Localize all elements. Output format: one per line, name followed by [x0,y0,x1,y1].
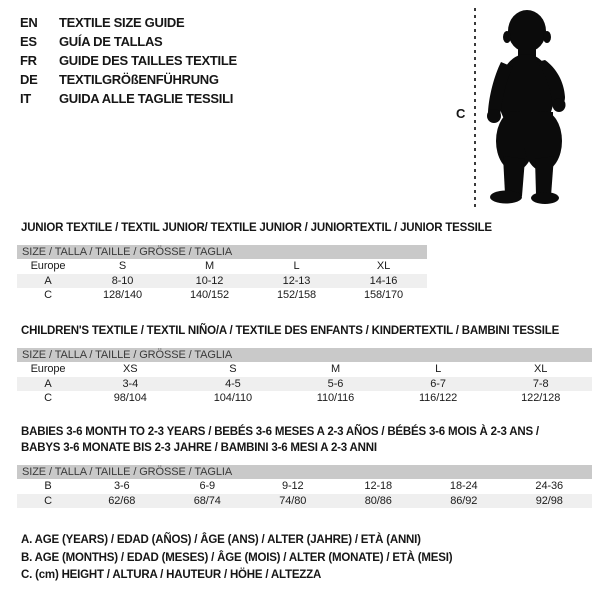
cell-value: 92/98 [535,494,563,507]
cell-value: 6-7 [430,377,446,390]
cell-value: 8-10 [111,274,134,287]
cell-value: M [204,260,215,273]
footnote-a: A. AGE (YEARS) / EDAD (AÑOS) / ÂGE (ANS) / ALTER (JAHRE) / ETÀ (ANNI) [21,534,421,546]
table-header-bar: SIZE / TALLA / TAILLE / GRÖSSE / TAGLIA [17,245,427,259]
cell-value: 68/74 [193,494,221,507]
row-label: Europe [30,363,66,376]
row-label: B [44,480,52,493]
table-row-c [17,288,427,303]
row-label: A [44,377,52,390]
table-row-a [17,377,592,392]
cell-value: XL [376,260,391,273]
height-measure-label: C [456,106,466,121]
section-title [21,220,492,236]
language-title: TEXTILGRÖßENFÜHRUNG [59,72,219,87]
cell-value: 152/158 [276,289,317,302]
language-code: DE [20,72,38,87]
cell-value: XS [123,363,138,376]
size-section-children [17,323,592,406]
cell-value: 98/104 [113,392,147,405]
cell-value: 18-24 [449,480,478,493]
cell-value: 158/170 [363,289,404,302]
cell-value: 6-9 [199,480,216,493]
row-label: C [44,392,52,405]
language-title: GUIDA ALLE TAGLIE TESSILI [59,91,234,106]
row-label: Europe [30,260,66,273]
row-label: A [44,274,52,287]
section-title-line: JUNIOR TEXTILE / TEXTIL JUNIOR/ TEXTILE JUNIOR / JUNIORTEXTIL / JUNIOR TESSILE [21,222,492,234]
table-row-a [17,274,427,289]
footnote-b: B. AGE (MONTHS) / EDAD (MESES) / ÂGE (MOIS) / ALTER (MONATE) / ETÀ (MESI) [21,551,453,564]
cell-value: 122/128 [521,392,561,405]
cell-value: 5-6 [327,377,344,390]
section-title-line: BABYS 3-6 MONATE BIS 2-3 JAHRE / BAMBINI 3-6 MESI A 2-3 ANNI [21,442,377,454]
table-row-b [17,479,592,494]
size-table-babies [17,479,592,508]
language-list [20,13,237,108]
cell-value: 140/152 [189,289,230,302]
language-row-es [20,32,237,51]
cell-value: 7-8 [532,377,549,390]
language-code: EN [20,15,38,30]
section-title-line: CHILDREN'S TEXTILE / TEXTIL NIÑO/A / TEXTILE DES ENFANTS / KINDERTEXTIL / BAMBINI TESSILE [21,325,560,337]
cell-value: L [293,260,300,273]
cell-value: 128/140 [102,289,143,302]
language-row-it [20,89,237,108]
cell-value: 10-12 [195,274,224,287]
cell-value: 3-6 [113,480,130,493]
language-title: GUÍA DE TALLAS [59,34,163,49]
row-label: C [44,289,52,302]
table-row-c [17,494,592,509]
cell-value: S [229,363,237,376]
section-title [21,323,592,339]
cell-value: L [435,363,442,376]
table-header-bar: SIZE / TALLA / TAILLE / GRÖSSE / TAGLIA [17,348,592,362]
cell-value: 12-13 [282,274,311,287]
row-label: C [44,494,52,507]
cell-value: 12-18 [364,480,393,493]
size-section-junior [17,220,492,303]
cell-value: 86/92 [450,494,478,507]
cell-value: M [330,363,341,376]
cell-value: 74/80 [279,494,307,507]
section-title [21,424,592,456]
size-table-children [17,362,592,406]
table-row-c [17,391,592,406]
size-table-junior [17,259,427,303]
language-code: ES [20,34,37,49]
cell-value: 110/116 [316,392,355,405]
section-title-line: BABIES 3-6 MONTH TO 2-3 YEARS / BEBÉS 3-6 MESES A 2-3 AÑOS / BÉBÉS 3-6 MOIS À 2-3 ANS / [21,426,539,438]
cell-value: 4-5 [225,377,241,390]
cell-value: 9-12 [281,480,304,493]
cell-value: 24-36 [535,480,564,493]
cell-value: 80/86 [364,494,392,507]
language-code: FR [20,53,37,68]
cell-value: 3-4 [122,377,139,390]
size-section-babies [17,424,592,508]
baby-silhouette-icon [485,6,575,206]
height-dashed-line [474,8,476,207]
language-title: GUIDE DES TAILLES TEXTILE [59,53,237,68]
cell-value: S [118,260,127,273]
table-row-europe [17,259,427,274]
cell-value: 116/122 [418,392,458,405]
baby-figure-block [455,5,585,210]
footnotes [21,532,452,585]
table-row-europe [17,362,592,377]
language-row-de [20,70,237,89]
cell-value: XL [534,363,548,376]
table-header-bar: SIZE / TALLA / TAILLE / GRÖSSE / TAGLIA [17,465,592,479]
language-title: TEXTILE SIZE GUIDE [59,15,185,30]
language-row-en [20,13,237,32]
cell-value: 104/110 [213,392,253,405]
language-code: IT [20,91,31,106]
language-row-fr [20,51,237,70]
cell-value: 14-16 [369,274,398,287]
footnote-c: C. (cm) HEIGHT / ALTURA / HAUTEUR / HÖHE / ALTEZZA [21,569,322,581]
cell-value: 62/68 [108,494,136,507]
